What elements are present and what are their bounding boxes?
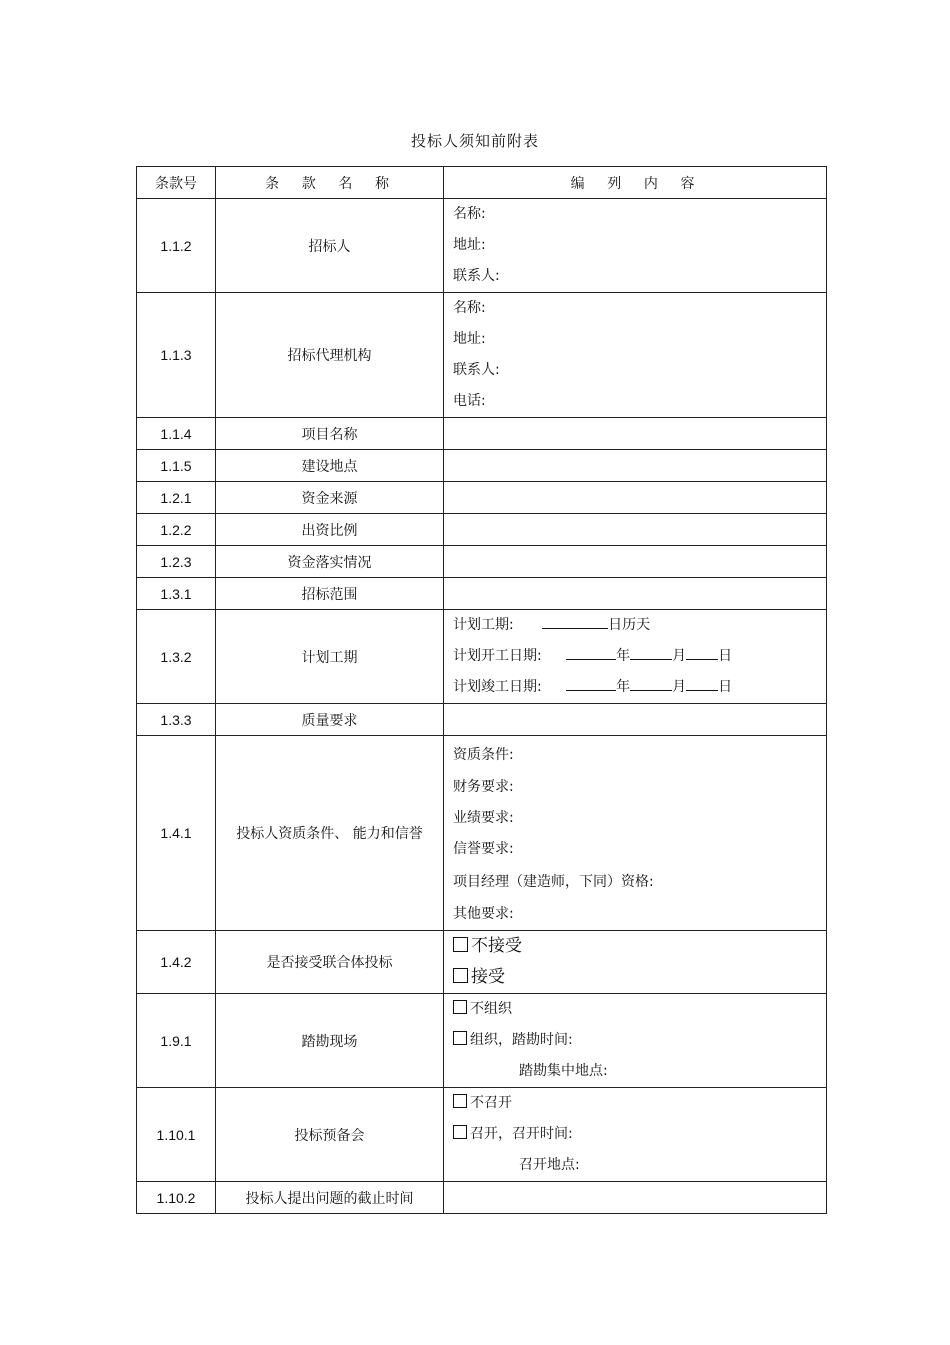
header-clause-number <box>137 167 216 199</box>
header-clause-name-label: 条 款 名 称 <box>265 175 394 192</box>
month-unit: 月 <box>672 679 687 695</box>
checkbox-icon[interactable] <box>453 1031 467 1045</box>
year-blank <box>566 645 616 660</box>
option-label: 召开，召开时间: <box>470 1126 573 1142</box>
clause-name: 计划工期 <box>216 610 444 704</box>
clause-number: 1.10.2 <box>137 1182 216 1214</box>
clause-name: 招标范围 <box>216 578 444 610</box>
clause-number: 1.9.1 <box>137 994 216 1088</box>
option-accept[interactable] <box>453 962 826 993</box>
content-line: 名称: <box>453 206 486 222</box>
clause-name: 资金来源 <box>216 482 444 514</box>
checkbox-icon[interactable] <box>453 968 468 983</box>
clause-number: 1.2.1 <box>137 482 216 514</box>
content-line: 项目经理（建造师，下同）资格: <box>453 874 654 890</box>
month-unit: 月 <box>672 648 687 664</box>
content-line: 联系人: <box>453 362 500 378</box>
clause-content <box>444 482 827 514</box>
clause-content <box>444 450 827 482</box>
clause-number: 1.3.1 <box>137 578 216 610</box>
clause-content <box>444 514 827 546</box>
clause-number: 1.1.2 <box>137 199 216 293</box>
content-line: 资质条件: <box>453 747 514 763</box>
option-not-accept[interactable] <box>453 931 826 962</box>
end-date-label: 计划竣工日期: <box>453 679 542 695</box>
clause-number: 1.4.1 <box>137 736 216 931</box>
clause-content <box>444 418 827 450</box>
table-header-row <box>137 167 827 199</box>
clause-name: 质量要求 <box>216 704 444 736</box>
table-row <box>137 931 827 994</box>
day-unit: 日 <box>718 648 733 664</box>
clause-number: 1.1.5 <box>137 450 216 482</box>
option-label: 接受 <box>471 967 505 987</box>
header-content <box>444 167 827 199</box>
content-line: 名称: <box>453 300 486 316</box>
clause-content <box>444 994 827 1088</box>
clause-number: 1.1.3 <box>137 293 216 418</box>
day-blank <box>686 645 718 660</box>
duration-blank <box>542 614 608 629</box>
clause-name: 资金落实情况 <box>216 546 444 578</box>
clause-content <box>444 610 827 704</box>
option-label: 不召开 <box>470 1095 512 1111</box>
table-row <box>137 736 827 931</box>
end-date-line <box>453 672 826 703</box>
clause-name: 出资比例 <box>216 514 444 546</box>
clause-name: 招标人 <box>216 199 444 293</box>
content-line: 地址: <box>453 331 486 347</box>
day-unit: 日 <box>718 679 733 695</box>
header-clause-number-label: 条款号 <box>155 174 197 191</box>
clause-number: 1.3.3 <box>137 704 216 736</box>
header-content-label: 编 列 内 容 <box>570 175 700 192</box>
year-unit: 年 <box>616 679 631 695</box>
content-line: 其他要求: <box>453 906 514 922</box>
planned-duration-line <box>453 610 826 641</box>
content-line: 电话: <box>453 393 486 409</box>
option-label: 不接受 <box>471 936 522 956</box>
table-row <box>137 994 827 1088</box>
clause-name: 项目名称 <box>216 418 444 450</box>
content-line: 业绩要求: <box>453 810 514 826</box>
start-date-line <box>453 641 826 672</box>
option-hold[interactable] <box>453 1119 826 1150</box>
table-row <box>137 578 827 610</box>
option-label: 不组织 <box>470 1001 512 1017</box>
table-row <box>137 199 827 293</box>
clause-content <box>444 736 827 931</box>
site-visit-location: 踏勘集中地点: <box>519 1063 608 1079</box>
clause-content <box>444 199 827 293</box>
year-unit: 年 <box>616 648 631 664</box>
clause-name: 投标人资质条件、 能力和信誉 <box>216 736 444 931</box>
option-not-hold[interactable] <box>453 1088 826 1119</box>
table-row <box>137 450 827 482</box>
day-blank <box>686 676 718 691</box>
content-line: 地址: <box>453 237 486 253</box>
table-row <box>137 704 827 736</box>
clause-content <box>444 931 827 994</box>
clause-number: 1.1.4 <box>137 418 216 450</box>
clause-content <box>444 1182 827 1214</box>
table-row <box>137 482 827 514</box>
clause-name: 投标人提出问题的截止时间 <box>216 1182 444 1214</box>
duration-unit: 日历天 <box>608 617 651 633</box>
clause-name: 投标预备会 <box>216 1088 444 1182</box>
table-row <box>137 418 827 450</box>
clause-name: 招标代理机构 <box>216 293 444 418</box>
planned-duration-label: 计划工期: <box>453 617 514 633</box>
table-row <box>137 514 827 546</box>
checkbox-icon[interactable] <box>453 1125 467 1139</box>
clause-content <box>444 293 827 418</box>
table-row <box>137 610 827 704</box>
checkbox-icon[interactable] <box>453 1094 467 1108</box>
bidder-instructions-table <box>136 166 827 1214</box>
month-blank <box>630 645 672 660</box>
year-blank <box>566 676 616 691</box>
table-row <box>137 293 827 418</box>
clause-name: 踏勘现场 <box>216 994 444 1088</box>
meeting-location: 召开地点: <box>519 1157 580 1173</box>
start-date-label: 计划开工日期: <box>453 648 542 664</box>
clause-number: 1.10.1 <box>137 1088 216 1182</box>
clause-number: 1.4.2 <box>137 931 216 994</box>
content-line: 财务要求: <box>453 779 514 795</box>
clause-content <box>444 704 827 736</box>
clause-name: 建设地点 <box>216 450 444 482</box>
month-blank <box>630 676 672 691</box>
checkbox-icon[interactable] <box>453 937 468 952</box>
clause-number: 1.2.2 <box>137 514 216 546</box>
clause-content <box>444 578 827 610</box>
option-label: 组织，踏勘时间: <box>470 1032 573 1048</box>
clause-name: 是否接受联合体投标 <box>216 931 444 994</box>
option-organize[interactable] <box>453 1025 826 1056</box>
clause-number: 1.3.2 <box>137 610 216 704</box>
clause-content <box>444 1088 827 1182</box>
checkbox-icon[interactable] <box>453 1000 467 1014</box>
content-line: 联系人: <box>453 268 500 284</box>
clause-number: 1.2.3 <box>137 546 216 578</box>
header-clause-name <box>216 167 444 199</box>
table-row <box>137 1182 827 1214</box>
page-title: 投标人须知前附表 <box>410 132 539 150</box>
table-row <box>137 1088 827 1182</box>
content-line: 信誉要求: <box>453 841 514 857</box>
clause-content <box>444 546 827 578</box>
option-not-organize[interactable] <box>453 994 826 1025</box>
table-row <box>137 546 827 578</box>
